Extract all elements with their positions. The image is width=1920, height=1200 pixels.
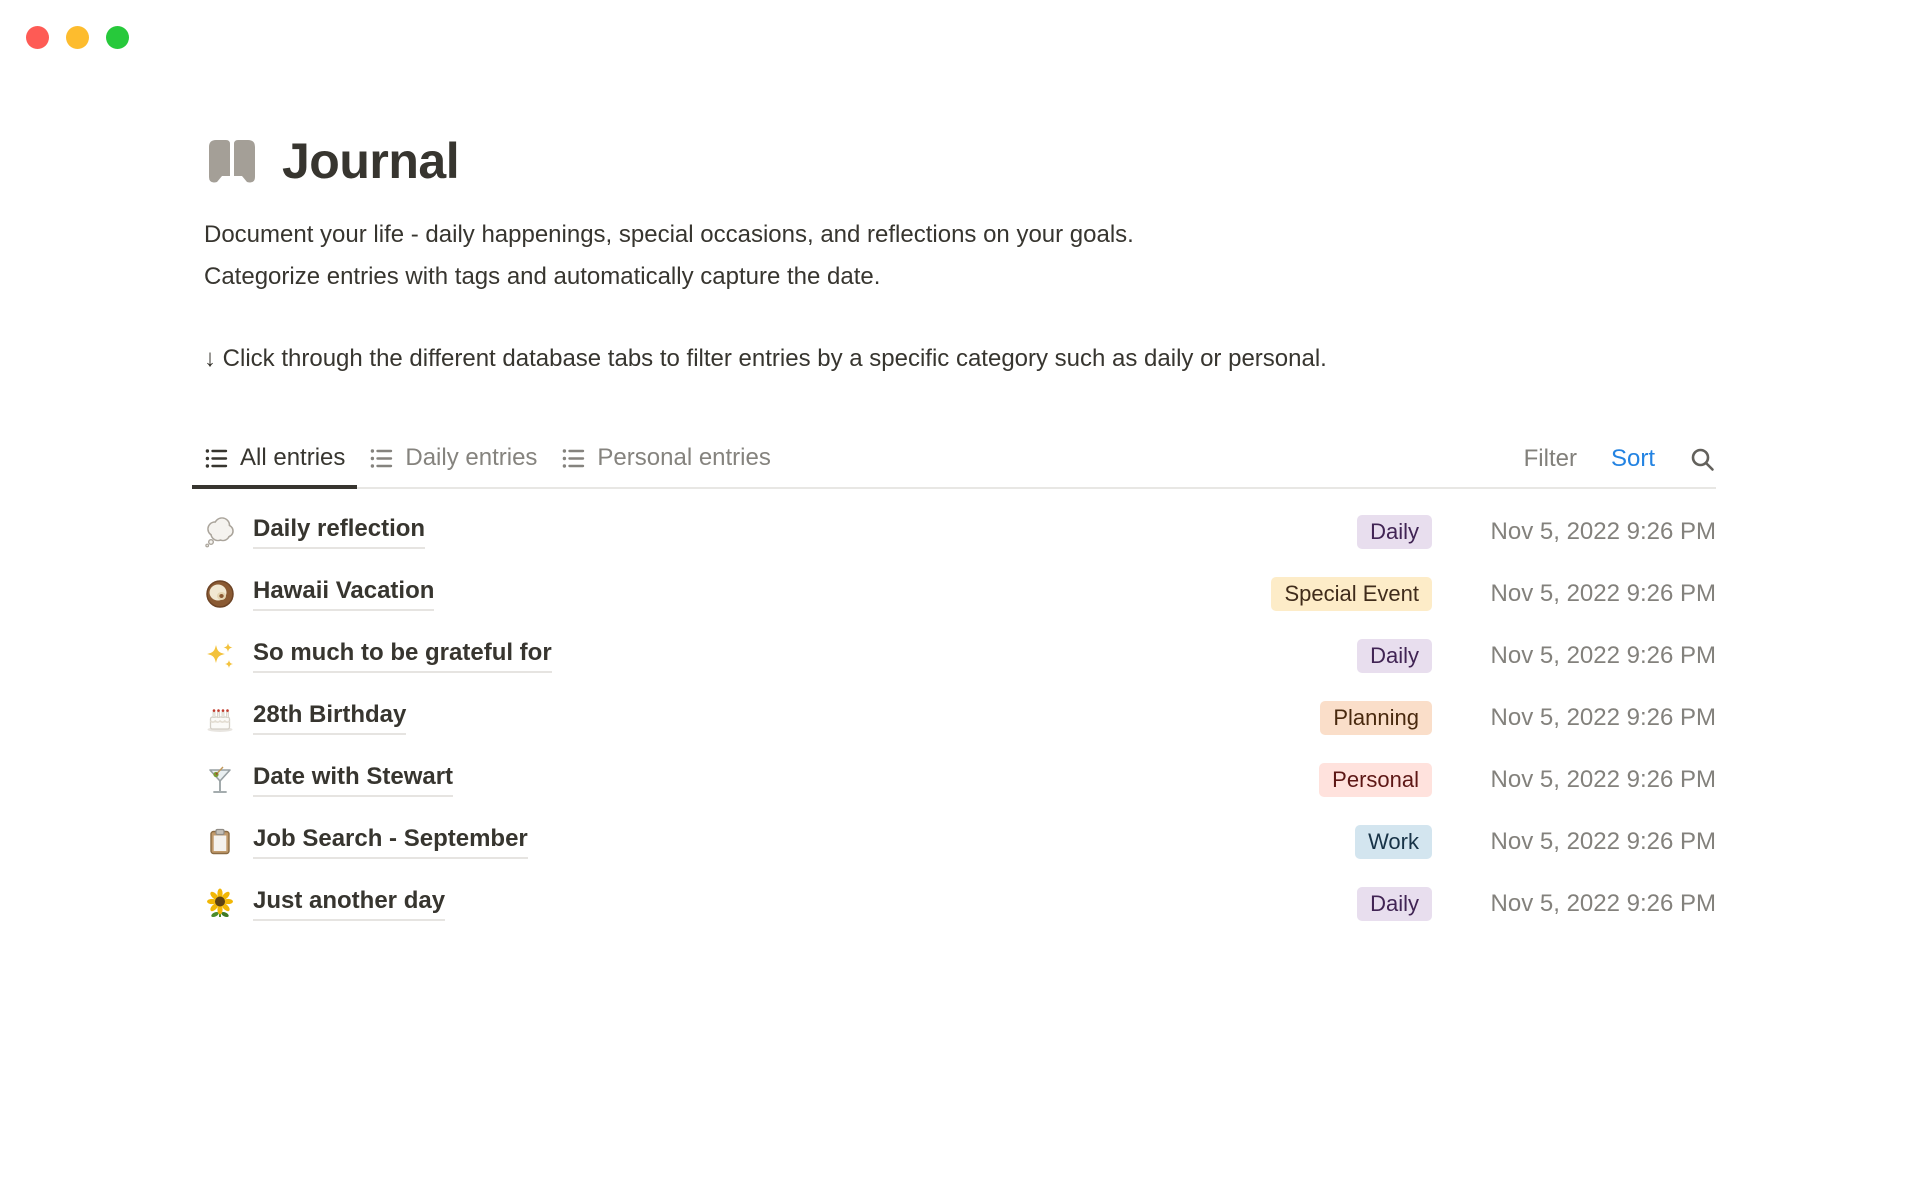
tab-label: Personal entries: [597, 444, 771, 471]
entry-title[interactable]: Hawaii Vacation: [253, 577, 434, 611]
open-book-icon[interactable]: [204, 136, 260, 186]
cocktail-glass-icon: [204, 763, 238, 797]
entry-title[interactable]: Daily reflection: [253, 515, 425, 549]
filter-button[interactable]: Filter: [1523, 445, 1577, 472]
tab-label: Daily entries: [405, 444, 538, 471]
database-tab-bar: [192, 434, 1716, 489]
table-row[interactable]: [204, 873, 1716, 935]
tag-cell: [1357, 515, 1466, 549]
search-icon[interactable]: [1689, 446, 1716, 473]
database-tabs: [192, 434, 783, 487]
birthday-cake-icon: [204, 701, 238, 735]
table-row[interactable]: [204, 687, 1716, 749]
minimize-button[interactable]: [66, 26, 89, 49]
tag-badge[interactable]: Personal: [1319, 763, 1432, 797]
table-row[interactable]: [204, 501, 1716, 563]
entry-date: Nov 5, 2022 9:26 PM: [1490, 828, 1716, 855]
tag-cell: [1319, 763, 1466, 797]
tag-badge[interactable]: Daily: [1357, 887, 1432, 921]
entry-date: Nov 5, 2022 9:26 PM: [1490, 704, 1716, 731]
tag-cell: [1320, 701, 1466, 735]
entry-date: Nov 5, 2022 9:26 PM: [1490, 580, 1716, 607]
sort-button[interactable]: Sort: [1610, 445, 1655, 472]
tab-personal-entries[interactable]: [549, 434, 782, 489]
tag-badge[interactable]: Planning: [1320, 701, 1432, 735]
tab-label: All entries: [240, 444, 346, 471]
tag-badge[interactable]: Special Event: [1271, 577, 1432, 611]
tag-cell: [1357, 887, 1466, 921]
tag-cell: [1355, 825, 1466, 859]
entries-list: [204, 501, 1716, 935]
bulleted-list-icon: [369, 446, 394, 471]
tag-cell: [1357, 639, 1466, 673]
entry-title[interactable]: Job Search - September: [253, 825, 528, 859]
page-header: [204, 132, 1716, 190]
table-row[interactable]: [204, 811, 1716, 873]
zoom-button[interactable]: [106, 26, 129, 49]
tab-daily-entries[interactable]: [357, 434, 549, 489]
bulleted-list-icon: [561, 446, 586, 471]
database-toolbar: [1524, 445, 1716, 487]
table-row[interactable]: [204, 625, 1716, 687]
entry-date: Nov 5, 2022 9:26 PM: [1490, 766, 1716, 793]
table-row[interactable]: [204, 749, 1716, 811]
page-description-line2: Categorize entries with tags and automatically capture the date.: [204, 263, 881, 290]
tag-badge[interactable]: Work: [1355, 825, 1432, 859]
tab-all-entries[interactable]: [192, 434, 357, 489]
entry-date: Nov 5, 2022 9:26 PM: [1490, 642, 1716, 669]
bulleted-list-icon: [204, 446, 229, 471]
window-controls: [26, 26, 129, 49]
clipboard-icon: [204, 825, 238, 859]
page-title: Journal: [282, 133, 460, 189]
entry-title[interactable]: Just another day: [253, 887, 445, 921]
instruction-text: ↓ Click through the different database tabs to filter entries by a specific category such as daily or personal.: [204, 345, 1327, 372]
tag-cell: [1271, 577, 1466, 611]
entry-title[interactable]: So much to be grateful for: [253, 639, 552, 673]
entry-date: Nov 5, 2022 9:26 PM: [1490, 890, 1716, 917]
sparkles-icon: [204, 639, 238, 673]
tag-badge[interactable]: Daily: [1357, 515, 1432, 549]
tag-badge[interactable]: Daily: [1357, 639, 1432, 673]
entry-date: Nov 5, 2022 9:26 PM: [1490, 518, 1716, 545]
sunflower-icon: [204, 887, 238, 921]
journal-page: [204, 0, 1716, 935]
entry-title[interactable]: Date with Stewart: [253, 763, 453, 797]
entry-title[interactable]: 28th Birthday: [253, 701, 406, 735]
page-description-line1: Document your life - daily happenings, special occasions, and reflections on your goals.: [204, 221, 1134, 248]
table-row[interactable]: [204, 563, 1716, 625]
close-button[interactable]: [26, 26, 49, 49]
thought-balloon-icon: [204, 515, 238, 549]
coconut-icon: [204, 577, 238, 611]
